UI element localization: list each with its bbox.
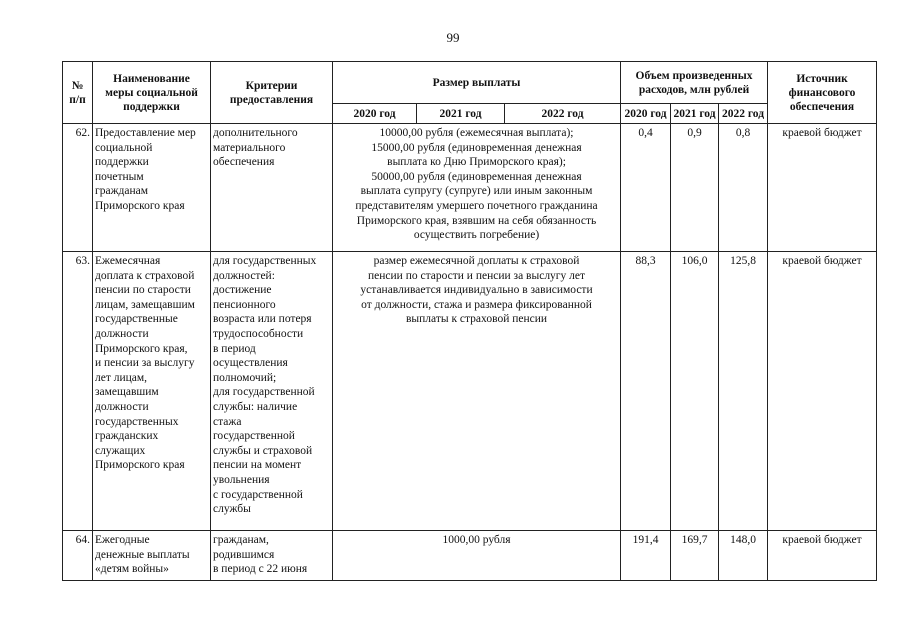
row-source: краевой бюджет — [768, 252, 877, 531]
row-payment: 10000,00 рубля (ежемесячная выплата); 15000,00 рубля (единовременная денежная выплата ко Дню Приморского края); 50000,00 рубля (единовременная денежная выплата супругу (супруге) или иным законным представителям умершего почетного гражданина Приморского края, взявшим на себя обязанность осуществить погребение) — [333, 124, 621, 252]
row-payment: 1000,00 рубля — [333, 531, 621, 581]
header-name: Наименование меры социальной поддержки — [93, 62, 211, 124]
header-source: Источник финансового обеспечения — [768, 62, 877, 124]
row-volume-2022: 125,8 — [719, 252, 768, 531]
header-volume-2020: 2020 год — [621, 104, 671, 124]
row-name: Предоставление мер социальной поддержки почетным гражданам Приморского края — [93, 124, 211, 252]
row-criteria: дополнительного материального обеспечения — [211, 124, 333, 252]
row-source: краевой бюджет — [768, 124, 877, 252]
header-criteria: Критерии предоставления — [211, 62, 333, 124]
header-volume: Объем произведенных расходов, млн рублей — [621, 62, 768, 104]
row-num: 62. — [63, 124, 93, 252]
row-volume-2020: 0,4 — [621, 124, 671, 252]
header-payment-2020: 2020 год — [333, 104, 417, 124]
table-row — [63, 124, 877, 252]
table-row — [63, 252, 877, 531]
row-volume-2022: 148,0 — [719, 531, 768, 581]
header-payment-2022: 2022 год — [505, 104, 621, 124]
row-name: Ежегодные денежные выплаты «детям войны» — [93, 531, 211, 581]
row-volume-2021: 0,9 — [671, 124, 719, 252]
row-num: 63. — [63, 252, 93, 531]
page-number: 99 — [446, 30, 460, 45]
social-support-table — [62, 61, 877, 581]
row-criteria: гражданам, родившимся в период с 22 июня — [211, 531, 333, 581]
header-payment-2021: 2021 год — [417, 104, 505, 124]
row-payment: размер ежемесячной доплаты к страховой пенсии по старости и пенсии за выслугу лет устанавливается индивидуально в зависимости от должности, стажа и размера фиксированной выплаты к страховой пенсии — [333, 252, 621, 531]
table-row — [63, 531, 877, 581]
header-num: № п/п — [63, 62, 93, 124]
row-volume-2022: 0,8 — [719, 124, 768, 252]
header-volume-2022: 2022 год — [719, 104, 768, 124]
header-volume-2021: 2021 год — [671, 104, 719, 124]
row-num: 64. — [63, 531, 93, 581]
header-payment: Размер выплаты — [333, 62, 621, 104]
row-volume-2020: 191,4 — [621, 531, 671, 581]
row-volume-2021: 106,0 — [671, 252, 719, 531]
row-name: Ежемесячная доплата к страховой пенсии по старости лицам, замещавшим государственные должности Приморского края, и пенсии за выслугу лет лицам, замещавшим должности государственных гражданских служащих Приморского края — [93, 252, 211, 531]
row-volume-2021: 169,7 — [671, 531, 719, 581]
row-source: краевой бюджет — [768, 531, 877, 581]
row-criteria: для государственных должностей: достижение пенсионного возраста или потеря трудоспособности в период осуществления полномочий; для государственной службы: наличие стажа государственной службы и страховой пенсии на момент увольнения с государственной службы — [211, 252, 333, 531]
row-volume-2020: 88,3 — [621, 252, 671, 531]
